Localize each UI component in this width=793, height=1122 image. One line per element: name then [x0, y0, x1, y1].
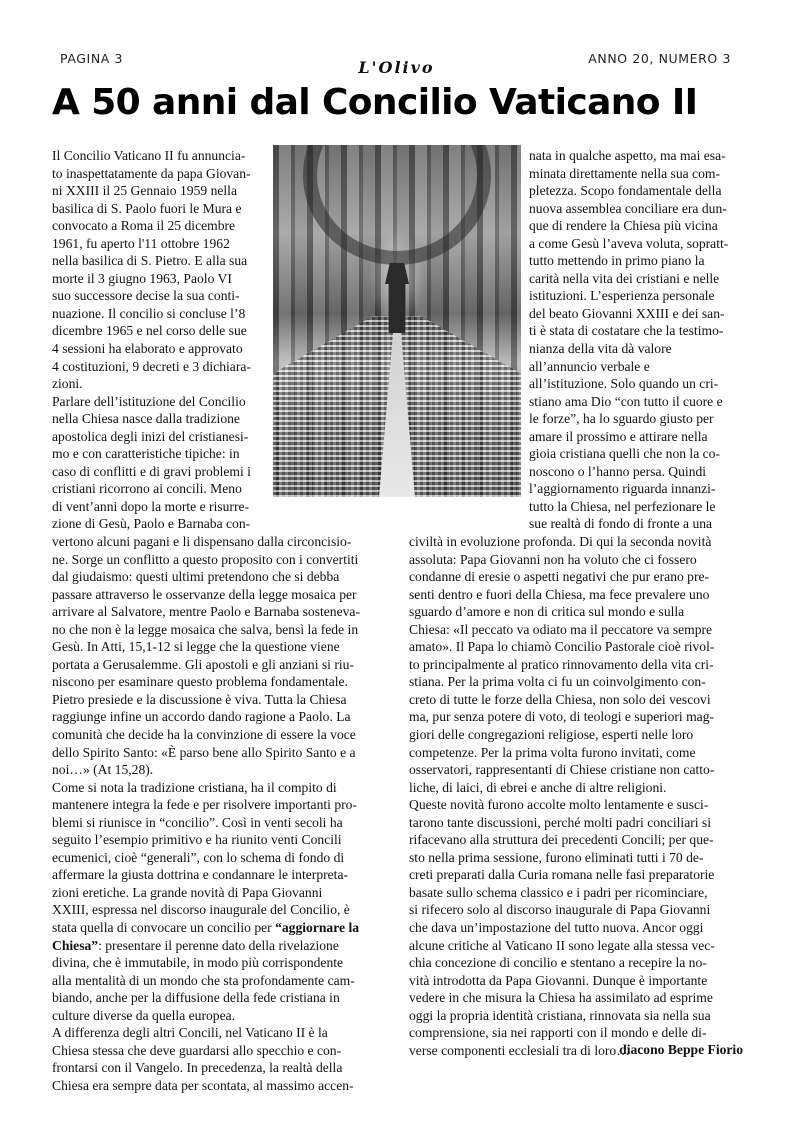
- right-full-column-text: [409, 533, 742, 1059]
- text-line: Chiesa: «Il peccato va odiato ma il peccatore va sempre: [409, 621, 713, 637]
- text-line: 4 costituzioni, 9 decreti e 3 dichiara-: [52, 358, 251, 374]
- text-line: osservatori, rappresentanti di Chiese cristiane non catto-: [409, 762, 715, 778]
- text-line: A differenza degli altri Concili, nel Vaticano II è la: [52, 1025, 328, 1041]
- text-line: stata quella di convocare un concilio per “aggiornare la: [52, 920, 360, 936]
- text-line: zioni.: [52, 376, 83, 392]
- text-line: Chiesa”: presentare il perenne dato della rivelazione: [52, 937, 339, 953]
- text-line: carità nella vita dei cristiani e nelle: [529, 270, 720, 286]
- text-line: condanne di eresie o aspetti negativi che pur erano pre-: [409, 569, 710, 585]
- text-line: nuazione. Il concilio si concluse l’8: [52, 305, 246, 321]
- text-line: comunità che decide ha la convinzione di essere la voce: [52, 727, 356, 743]
- left-full-column-text: [52, 533, 384, 1095]
- text-line: suo successore decise la sua conti-: [52, 288, 240, 304]
- left-column-text: [52, 147, 262, 533]
- text-line: che dava un’impostazione del tutto nuova. Ancor oggi: [409, 920, 704, 936]
- text-line: no che non è la legge mosaica che salva, bensì la fede in: [52, 621, 359, 637]
- text-line: all’istituzione. Solo quando un cri-: [529, 376, 719, 392]
- text-line: ti è stata di costatare che la testimo-: [529, 323, 724, 339]
- text-line: comprensione, sia nei rapporti con il mondo e delle di-: [409, 1025, 707, 1041]
- text-line: amare il prossimo e attirare nella: [529, 428, 708, 444]
- text-line: mantenere integra la fede e per risolvere importanti pro-: [52, 797, 357, 813]
- right-column-text: [529, 147, 742, 533]
- masthead: L'Olivo: [358, 58, 435, 77]
- text-line: passare attraverso le osservanze della legge mosaica per: [52, 586, 357, 602]
- text-line: convocato a Roma il 25 dicembre: [52, 218, 236, 234]
- text-line: morte il 3 giugno 1963, Paolo VI: [52, 270, 232, 286]
- text-line: noscono o l’hanno persa. Quindi: [529, 463, 707, 479]
- text-line: ne. Sorge un conflitto a questo proposito con i convertiti: [52, 551, 359, 567]
- text-line: noi…» (At 15,28).: [52, 762, 154, 778]
- text-line: dicembre 1965 e nel corso delle sue: [52, 323, 247, 339]
- text-line: vità introdotta da Papa Giovanni. Dunque è importante: [409, 972, 708, 988]
- text-line: zione di Gesù, Paolo e Barnaba con-: [52, 516, 251, 532]
- text-line: sto nella prima sessione, furono eliminati tutti i 70 de-: [409, 849, 704, 865]
- text-line: stiano ama Dio “con tutto il cuore e: [529, 393, 723, 409]
- text-line: sue realtà di fondo di fronte a una: [529, 516, 713, 532]
- text-line: portata a Gerusalemme. Gli apostoli e gli anziani si riu-: [52, 656, 354, 672]
- text-line: affermare la giusta dottrina e condannare le interpreta-: [52, 867, 349, 883]
- text-line: rifacevano alla struttura dei precedenti Concili; per que-: [409, 832, 714, 848]
- text-line: Queste novità furono accolte molto lentamente e susci-: [409, 797, 709, 813]
- text-line: alla mentalità di un mondo che sta profondamente cam-: [52, 972, 355, 988]
- text-line: 1961, fu aperto l'11 ottobre 1962: [52, 235, 230, 251]
- text-line: frontarsi con il Vangelo. In precedenza, la realtà della: [52, 1060, 343, 1076]
- text-line: divina, che è immutabile, in modo più corrispondente: [52, 955, 344, 971]
- text-line: ni XXIII il 25 Gennaio 1959 nella: [52, 183, 237, 199]
- text-line: oggi la propria identità cristiana, rinnovata sia nella sua: [409, 1007, 711, 1023]
- text-line: chia concezione di concilio e stentano a recepire la no-: [409, 955, 707, 971]
- text-line: istituzioni. L’esperienza personale: [529, 288, 715, 304]
- text-line: vedere in che misura la Chiesa ha assimilato ad esprime: [409, 990, 713, 1006]
- text-line: si rifecero solo al discorso inaugurale di Papa Giovanni: [409, 902, 711, 918]
- text-line: dal giudaismo: questi ultimi pretendono che si debba: [52, 569, 340, 585]
- text-line: creto di tutte le forze della Chiesa, non solo dei vescovi: [409, 691, 711, 707]
- text-line: cristiani ricorrono ai concili. Meno: [52, 481, 242, 497]
- text-line: dello Spirito Santo: «È parso bene allo Spirito Santo e a: [52, 744, 356, 760]
- text-line: basilica di S. Paolo fuori le Mura e: [52, 200, 242, 216]
- text-line: to inaspettatamente da papa Giovan-: [52, 165, 251, 181]
- text-line: nella basilica di S. Pietro. E alla sua: [52, 253, 248, 269]
- text-line: Chiesa stessa che deve guardarsi allo specchio e con-: [52, 1042, 342, 1058]
- text-line: tarono tante discussioni, perché molti padri conciliari si: [409, 814, 712, 830]
- text-line: amato». Il Papa lo chiamò Concilio Pastorale cioè rivol-: [409, 639, 715, 655]
- text-line: gioia cristiana quelli che non la co-: [529, 446, 720, 462]
- text-line: l’aggiornamento riguarda innanzi-: [529, 481, 716, 497]
- text-line: di vent’anni dopo la morte e risurre-: [52, 498, 250, 514]
- text-line: ecumenici, cioè “generali”, con lo schema di fondo di: [52, 849, 345, 865]
- text-line: Gesù. In Atti, 15,1-12 si legge che la questione viene: [52, 639, 340, 655]
- text-line: alcune critiche al Vaticano II sono legate alla stessa vec-: [409, 937, 715, 953]
- text-line: zioni eretiche. La grande novità di Papa Giovanni: [52, 884, 323, 900]
- text-line: civiltà in evoluzione profonda. Di qui la seconda novità: [409, 534, 712, 549]
- article-title: A 50 anni dal Concilio Vaticano II: [52, 82, 698, 123]
- text-line: nella Chiesa nasce dalla tradizione: [52, 411, 240, 427]
- text-line: senti dentro e fuori della Chiesa, ma fece prevalere uno: [409, 586, 710, 602]
- page-number: PAGINA 3: [60, 51, 124, 66]
- text-line: raggiunge infine un accordo dando ragione a Paolo. La: [52, 709, 351, 725]
- text-line: mo e con caratteristiche tipiche: in: [52, 446, 240, 462]
- text-line: sguardo d’amore e non di critica sul mondo e sulla: [409, 604, 685, 620]
- text-line: nata in qualche aspetto, ma mai esa-: [529, 148, 726, 163]
- text-line: Il Concilio Vaticano II fu annuncia-: [52, 148, 246, 163]
- text-line: apostolica degli inizi del cristianesi-: [52, 428, 249, 444]
- text-line: verse componenti ecclesiali tra di loro…: [409, 1042, 630, 1058]
- text-line: 4 sessioni ha elaborato e approvato: [52, 341, 243, 357]
- text-line: seguito l’esempio primitivo e ha riunito venti Concili: [52, 832, 342, 848]
- basilica-photo: [273, 145, 521, 497]
- text-line: nuova assemblea conciliare era dun-: [529, 200, 727, 216]
- text-line: Come si nota la tradizione cristiana, ha il compito di: [52, 779, 337, 795]
- text-line: que di rendere la Chiesa più vicina: [529, 218, 718, 234]
- text-line: liche, di laici, di ebrei e anche di altre religioni.: [409, 779, 667, 795]
- text-line: giori delle congregazioni religiose, esperti nelle loro: [409, 727, 694, 743]
- text-line: ma, pur senza potere di voto, di teologi e superiori mag-: [409, 709, 715, 725]
- text-line: competenze. Per la prima volta furono invitati, come: [409, 744, 696, 760]
- text-line: creti preparati dalla Curia romana nelle fasi preparatorie: [409, 867, 715, 883]
- signature: diacono Beppe Fiorio: [619, 1042, 743, 1057]
- text-line: pletezza. Scopo fondamentale della: [529, 183, 722, 199]
- text-line: XXIII, espressa nel discorso inaugurale del Concilio, è: [52, 902, 350, 918]
- text-line: tutto mettendo in primo piano la: [529, 253, 705, 269]
- text-line: caso di conflitti e di gravi problemi i: [52, 463, 251, 479]
- text-line: Pietro presiede e la discussione è viva. Tutta la Chiesa: [52, 691, 347, 707]
- text-line: to principalmente al pratico rinnovamento della vita cri-: [409, 656, 714, 672]
- text-line: minata direttamente nella sua com-: [529, 165, 720, 181]
- text-line: Chiesa era sempre data per scontata, al massimo accen-: [52, 1077, 354, 1093]
- text-line: le forze”, ha lo sguardo giusto per: [529, 411, 714, 427]
- text-line: nianza della vita dà valore: [529, 341, 672, 357]
- text-line: arrivare al Salvatore, mentre Paolo e Barnaba sosteneva-: [52, 604, 360, 620]
- text-line: stiana. Per la prima volta ci fu un coinvolgimento con-: [409, 674, 706, 690]
- text-line: niscono per esaminare questo problema fondamentale.: [52, 674, 348, 690]
- text-line: Parlare dell’istituzione del Concilio: [52, 393, 246, 409]
- issue-label: ANNO 20, NUMERO 3: [588, 51, 731, 66]
- text-line: biando, anche per la diffusione della fede cristiana in: [52, 990, 340, 1006]
- text-line: assoluta: Papa Giovanni non ha voluto che ci fossero: [409, 551, 697, 567]
- text-line: vertono alcuni pagani e li dispensano dalla circoncisio-: [52, 534, 352, 549]
- text-line: culture diverse da quella europea.: [52, 1007, 236, 1023]
- text-line: tutto la Chiesa, nel perfezionare le: [529, 498, 716, 514]
- text-line: del beato Giovanni XXIII e dei san-: [529, 305, 725, 321]
- text-line: basate sullo schema classico e i padri per ricominciare,: [409, 884, 708, 900]
- text-line: all’annuncio verbale e: [529, 358, 650, 374]
- text-line: blemi si riunisce in “concilio”. Così in venti secoli ha: [52, 814, 343, 830]
- text-line: a come Gesù l’aveva voluta, sopratt-: [529, 235, 729, 251]
